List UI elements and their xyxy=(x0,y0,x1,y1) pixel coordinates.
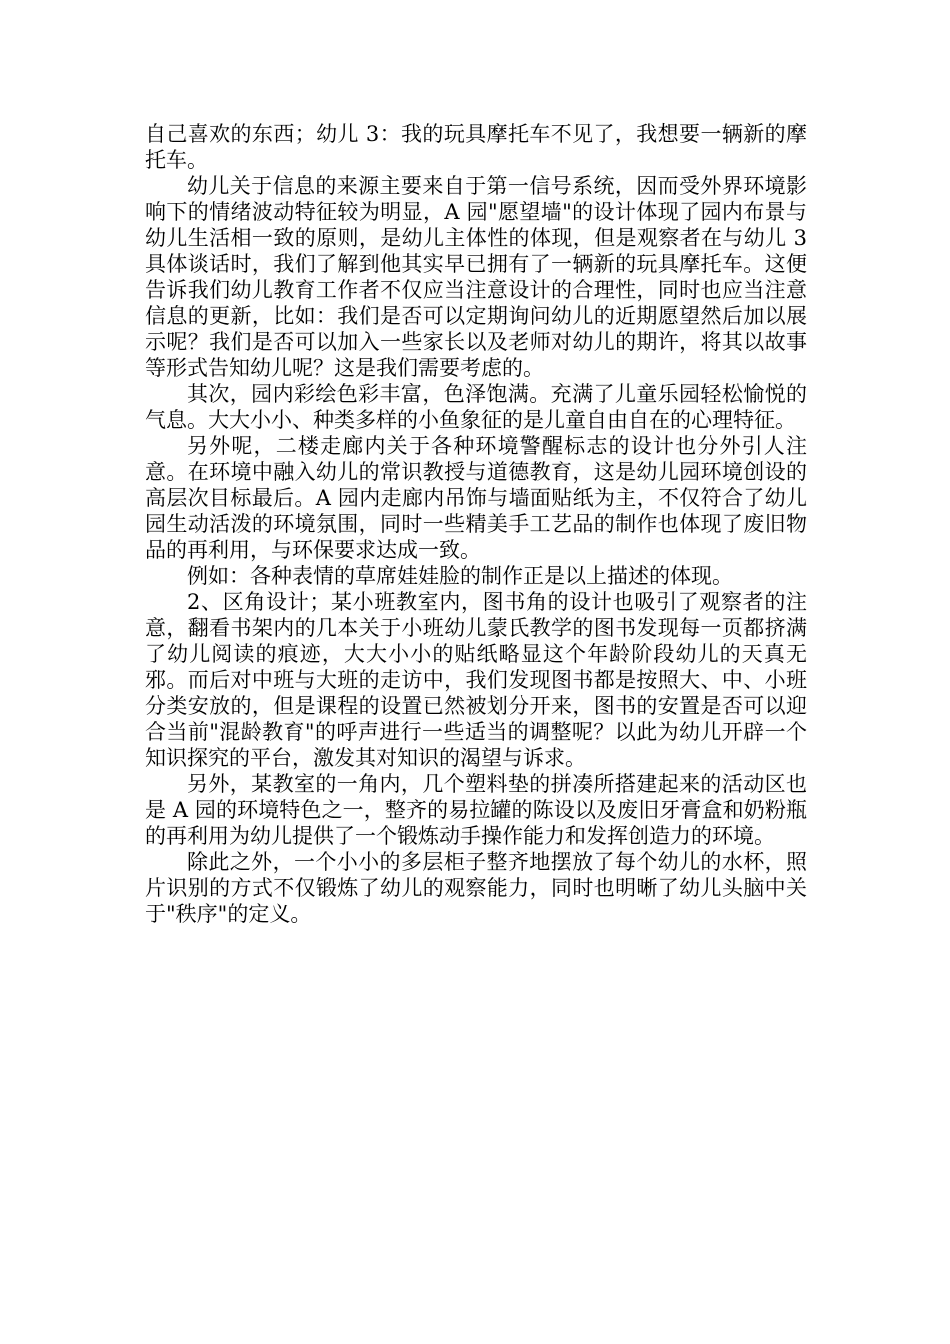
paragraph-2: 幼儿关于信息的来源主要来自于第一信号系统，因而受外界环境影响下的情绪波动特征较为明显，A 园"愿望墙"的设计体现了园内布景与幼儿生活相一致的原则，是幼儿主体性的体现，但是观察者在与幼儿 3 具体谈话时，我们了解到他其实早已拥有了一辆新的玩具摩托车。这便告诉我们幼儿教育工作者不仅应当注意设计的合理性，同时也应当注意信息的更新，比如：我们是否可以定期询问幼儿的近期愿望然后加以展示呢？我们是否可以加入一些家长以及老师对幼儿的期许，将其以故事等形式告知幼儿呢？这是我们需要考虑的。 xyxy=(145,174,807,380)
paragraph-5: 例如：各种表情的草席娃娃脸的制作正是以上描述的体现。 xyxy=(187,564,733,588)
paragraph-7: 另外，某教室的一角内，几个塑料垫的拼凑所搭建起来的活动区也是 A 园的环境特色之一，整齐的易拉罐的陈设以及废旧牙膏盒和奶粉瓶的再利用为幼儿提供了一个锻炼动手操作能力和发挥创造力的环境。 xyxy=(145,772,807,848)
paragraph-8: 除此之外，一个小小的多层柜子整齐地摆放了每个幼儿的水杯，照片识别的方式不仅锻炼了幼儿的观察能力，同时也明晰了幼儿头脑中关于"秩序"的定义。 xyxy=(145,850,807,926)
paragraph-3: 其次，园内彩绘色彩丰富，色泽饱满。充满了儿童乐园轻松愉悦的气息。大大小小、种类多样的小鱼象征的是儿童自由自在的心理特征。 xyxy=(145,382,807,432)
paragraph-6: 2、区角设计；某小班教室内，图书角的设计也吸引了观察者的注意，翻看书架内的几本关于小班幼儿蒙氏教学的图书发现每一页都挤满了幼儿阅读的痕迹，大大小小的贴纸略显这个年龄阶段幼儿的天真无邪。而后对中班与大班的走访中，我们发现图书都是按照大、中、小班分类安放的，但是课程的设置已然被划分开来，图书的安置是否可以迎合当前"混龄教育"的呼声进行一些适当的调整呢？以此为幼儿开辟一个知识探究的平台，激发其对知识的渴望与诉求。 xyxy=(145,590,807,770)
document-body xyxy=(145,121,807,927)
paragraph-1: 自己喜欢的东西；幼儿 3：我的玩具摩托车不见了，我想要一辆新的摩托车。 xyxy=(145,122,807,172)
paragraph-4: 另外呢，二楼走廊内关于各种环境警醒标志的设计也分外引人注意。在环境中融入幼儿的常识教授与道德教育，这是幼儿园环境创设的高层次目标最后。A 园内走廊内吊饰与墙面贴纸为主，不仅符合了幼儿园生动活泼的环境氛围，同时一些精美手工艺品的制作也体现了废旧物品的再利用，与环保要求达成一致。 xyxy=(145,434,807,562)
